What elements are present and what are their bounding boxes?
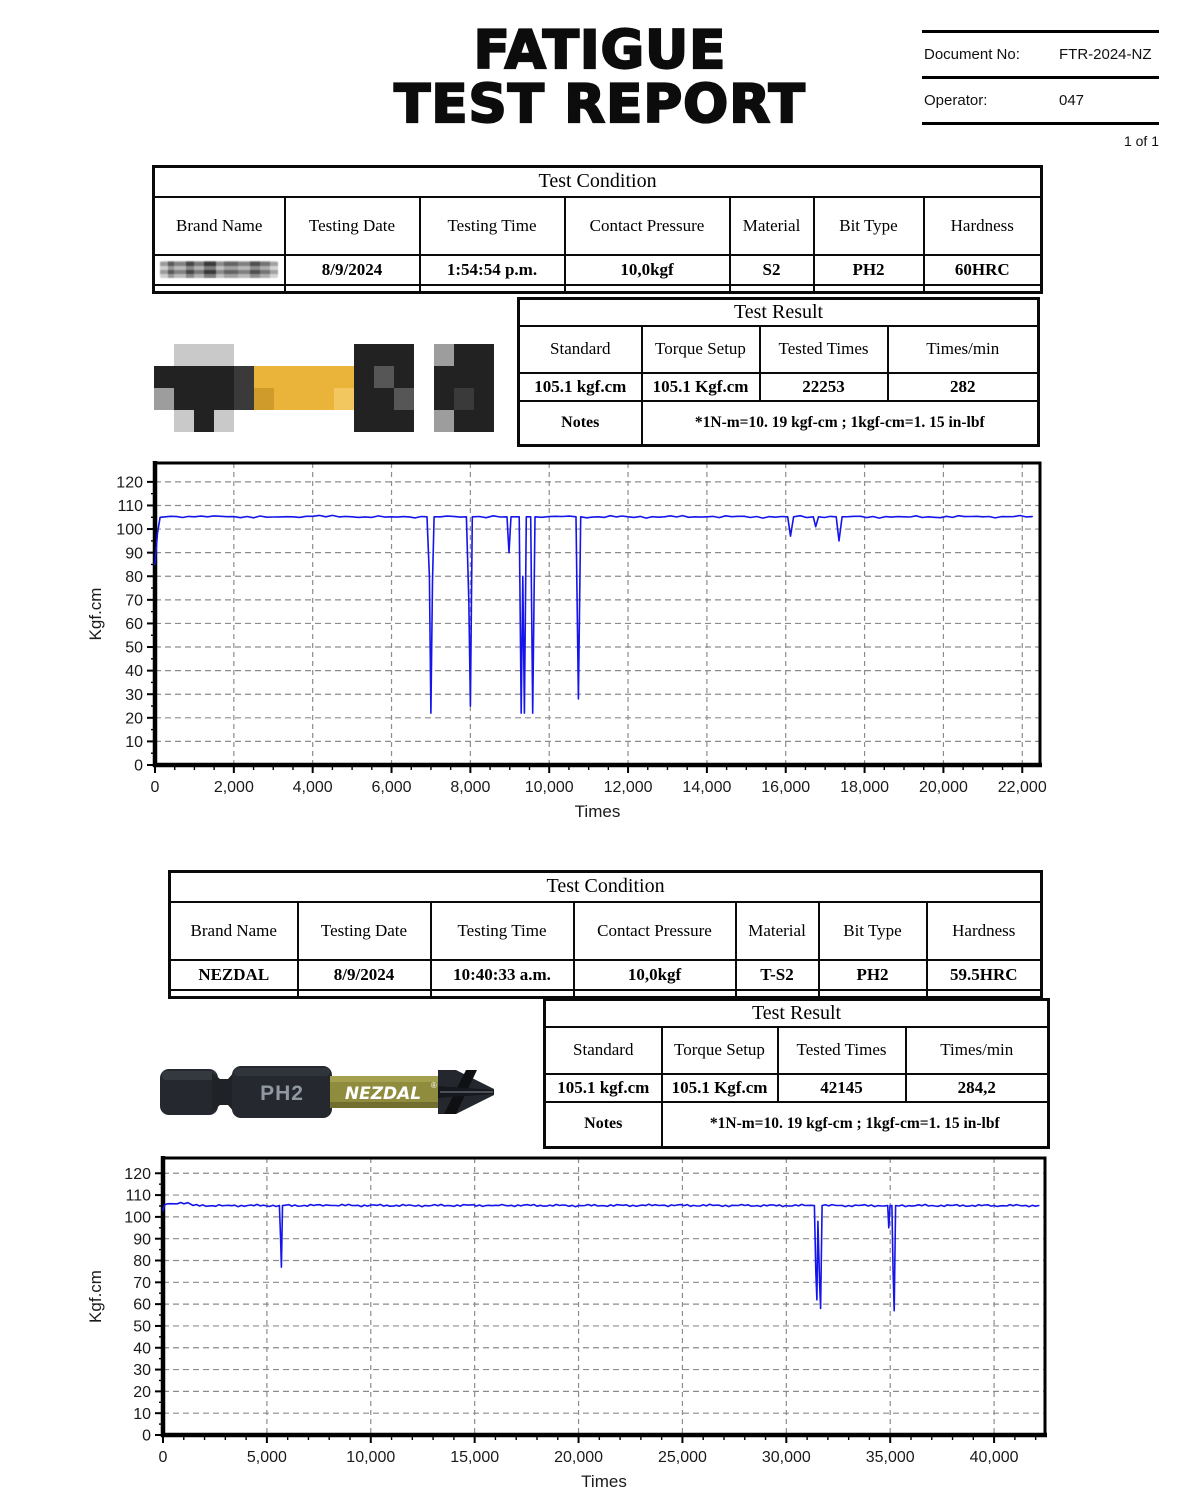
- value-cell: 8/9/2024: [285, 255, 420, 285]
- svg-text:0: 0: [158, 1449, 168, 1466]
- value-cell: 284,2: [906, 1074, 1049, 1102]
- filler-cell: [924, 285, 1042, 293]
- value-cell: 105.1 kgf.cm: [519, 373, 642, 401]
- svg-text:70: 70: [133, 1274, 151, 1292]
- svg-text:18,000: 18,000: [840, 779, 890, 796]
- filler-cell: [814, 285, 924, 293]
- value-cell: 10,0kgf: [565, 255, 730, 285]
- svg-text:0: 0: [150, 779, 160, 796]
- bit-shaft: [330, 1076, 442, 1108]
- document-number-value: FTR-2024-NZ: [1059, 46, 1152, 63]
- svg-text:120: 120: [124, 1165, 151, 1183]
- header-cell: Times/min: [888, 326, 1039, 373]
- svg-text:30: 30: [133, 1362, 151, 1380]
- report-title-line2: TEST REPORT: [394, 74, 806, 136]
- svg-text:50: 50: [125, 639, 143, 657]
- filler-cell: [154, 285, 285, 293]
- document-info-box: [922, 30, 1159, 125]
- filler-cell: [574, 990, 736, 998]
- document-number-label: Document No:: [924, 46, 1020, 63]
- svg-text:110: 110: [125, 1187, 151, 1205]
- svg-text:12,000: 12,000: [603, 779, 653, 796]
- value-cell: 105.1 Kgf.cm: [642, 373, 760, 401]
- header-cell: Testing Date: [298, 902, 431, 960]
- table-title: Test Result: [545, 1000, 1049, 1027]
- value-cell: 8/9/2024: [298, 960, 431, 990]
- filler-cell: [927, 990, 1042, 998]
- svg-text:20: 20: [125, 710, 143, 728]
- svg-text:16,000: 16,000: [761, 779, 811, 796]
- svg-text:30: 30: [125, 686, 143, 704]
- filler-cell: [420, 285, 565, 293]
- svg-text:100: 100: [116, 521, 143, 539]
- fatigue-chart-2: [85, 1150, 1060, 1498]
- svg-text:60: 60: [133, 1296, 151, 1314]
- svg-text:40: 40: [133, 1340, 151, 1358]
- header-cell: Torque Setup: [642, 326, 760, 373]
- svg-text:50: 50: [133, 1318, 151, 1336]
- test-condition-table-1: [152, 165, 1043, 294]
- header-cell: Contact Pressure: [565, 197, 730, 255]
- svg-text:90: 90: [133, 1231, 151, 1249]
- svg-text:Times: Times: [581, 1472, 627, 1491]
- header-cell: Hardness: [927, 902, 1042, 960]
- svg-text:40,000: 40,000: [969, 1449, 1019, 1466]
- notes-label: Notes: [519, 401, 642, 446]
- svg-text:5,000: 5,000: [246, 1449, 287, 1466]
- svg-text:0: 0: [134, 757, 143, 775]
- svg-text:15,000: 15,000: [450, 1449, 500, 1466]
- value-cell: 282: [888, 373, 1039, 401]
- svg-text:Kgf.cm: Kgf.cm: [86, 1270, 105, 1323]
- header-cell: Hardness: [924, 197, 1042, 255]
- filler-cell: [170, 990, 298, 998]
- svg-text:22,000: 22,000: [997, 779, 1047, 796]
- svg-text:8,000: 8,000: [450, 779, 491, 796]
- table-title: Test Result: [519, 299, 1039, 326]
- svg-text:100: 100: [124, 1209, 151, 1227]
- header-cell: Tested Times: [760, 326, 888, 373]
- notes-value: *1N-m=10. 19 kgf-cm ; 1kgf-cm=1. 15 in-lbf: [642, 401, 1039, 446]
- filler-cell: [298, 990, 431, 998]
- redacted-brand-name: [160, 261, 278, 278]
- svg-text:0: 0: [142, 1427, 151, 1445]
- svg-text:20: 20: [133, 1383, 151, 1401]
- notes-label: Notes: [545, 1102, 662, 1148]
- header-cell: Testing Date: [285, 197, 420, 255]
- test-result-table-1: [517, 297, 1040, 447]
- bit-photo-nezdal: [150, 1042, 500, 1142]
- value-cell: 42145: [778, 1074, 906, 1102]
- test-result-table-2: [543, 998, 1050, 1149]
- svg-text:35,000: 35,000: [865, 1449, 915, 1466]
- header-cell: Testing Time: [420, 197, 565, 255]
- value-cell: PH2: [814, 255, 924, 285]
- svg-text:110: 110: [117, 498, 143, 516]
- svg-text:14,000: 14,000: [682, 779, 732, 796]
- svg-text:10,000: 10,000: [346, 1449, 396, 1466]
- operator-value: 047: [1059, 92, 1085, 109]
- header-cell: Testing Time: [431, 902, 574, 960]
- operator-row: [922, 76, 1159, 125]
- header-cell: Brand Name: [154, 197, 285, 255]
- svg-text:40: 40: [125, 663, 143, 681]
- header-cell: Standard: [545, 1027, 662, 1074]
- svg-text:70: 70: [125, 592, 143, 610]
- notes-value: *1N-m=10. 19 kgf-cm ; 1kgf-cm=1. 15 in-lbf: [662, 1102, 1049, 1148]
- header-cell: Times/min: [906, 1027, 1049, 1074]
- svg-text:120: 120: [116, 474, 143, 492]
- bit-brand-label: NEZDAL: [344, 1084, 422, 1104]
- value-cell: PH2: [819, 960, 927, 990]
- header-cell: Material: [730, 197, 814, 255]
- report-title-line1: FATIGUE: [473, 20, 727, 81]
- filler-cell: [285, 285, 420, 293]
- header-cell: Torque Setup: [662, 1027, 778, 1074]
- test-condition-table-2: [168, 870, 1043, 999]
- value-cell: 105.1 Kgf.cm: [662, 1074, 778, 1102]
- filler-cell: [730, 285, 814, 293]
- value-cell: 105.1 kgf.cm: [545, 1074, 662, 1102]
- svg-text:60: 60: [125, 616, 143, 634]
- bit-photo-redacted: [152, 340, 497, 436]
- value-cell: 10,0kgf: [574, 960, 736, 990]
- bit-size-label: PH2: [260, 1082, 304, 1105]
- svg-text:10: 10: [133, 1405, 151, 1423]
- svg-text:30,000: 30,000: [761, 1449, 811, 1466]
- value-cell: 60HRC: [924, 255, 1042, 285]
- header-cell: Contact Pressure: [574, 902, 736, 960]
- phillips-tip: [438, 1070, 494, 1114]
- header-cell: Material: [736, 902, 819, 960]
- svg-text:10,000: 10,000: [524, 779, 574, 796]
- filler-cell: [565, 285, 730, 293]
- page-indicator: 1 of 1: [1123, 133, 1159, 149]
- value-cell: 1:54:54 p.m.: [420, 255, 565, 285]
- svg-text:4,000: 4,000: [292, 779, 333, 796]
- value-cell: S2: [730, 255, 814, 285]
- svg-text:10: 10: [125, 734, 143, 752]
- svg-text:Kgf.cm: Kgf.cm: [86, 587, 105, 641]
- value-cell: 59.5HRC: [927, 960, 1042, 990]
- operator-label: Operator:: [924, 92, 988, 109]
- svg-text:2,000: 2,000: [213, 779, 254, 796]
- svg-text:80: 80: [133, 1253, 151, 1271]
- svg-text:Times: Times: [574, 802, 621, 821]
- value-cell: 22253: [760, 373, 888, 401]
- svg-text:20,000: 20,000: [918, 779, 968, 796]
- header-cell: Bit Type: [814, 197, 924, 255]
- value-cell: 10:40:33 a.m.: [431, 960, 574, 990]
- header-cell: Brand Name: [170, 902, 298, 960]
- filler-cell: [819, 990, 927, 998]
- fatigue-chart-1: [85, 455, 1050, 827]
- bit-hex-shank: [160, 1066, 332, 1118]
- value-cell: T-S2: [736, 960, 819, 990]
- document-number-row: [922, 30, 1159, 76]
- svg-text:6,000: 6,000: [371, 779, 412, 796]
- header-cell: Standard: [519, 326, 642, 373]
- table-title: Test Condition: [154, 167, 1042, 197]
- svg-text:25,000: 25,000: [657, 1449, 707, 1466]
- value-cell: NEZDAL: [170, 960, 298, 990]
- value-cell: [154, 255, 285, 285]
- svg-text:20,000: 20,000: [554, 1449, 604, 1466]
- filler-cell: [431, 990, 574, 998]
- table-title: Test Condition: [170, 872, 1042, 902]
- header-cell: Bit Type: [819, 902, 927, 960]
- filler-cell: [736, 990, 819, 998]
- bit-brand-reg-mark: ®: [431, 1081, 437, 1090]
- svg-text:90: 90: [125, 545, 143, 563]
- svg-text:80: 80: [125, 568, 143, 586]
- header-cell: Tested Times: [778, 1027, 906, 1074]
